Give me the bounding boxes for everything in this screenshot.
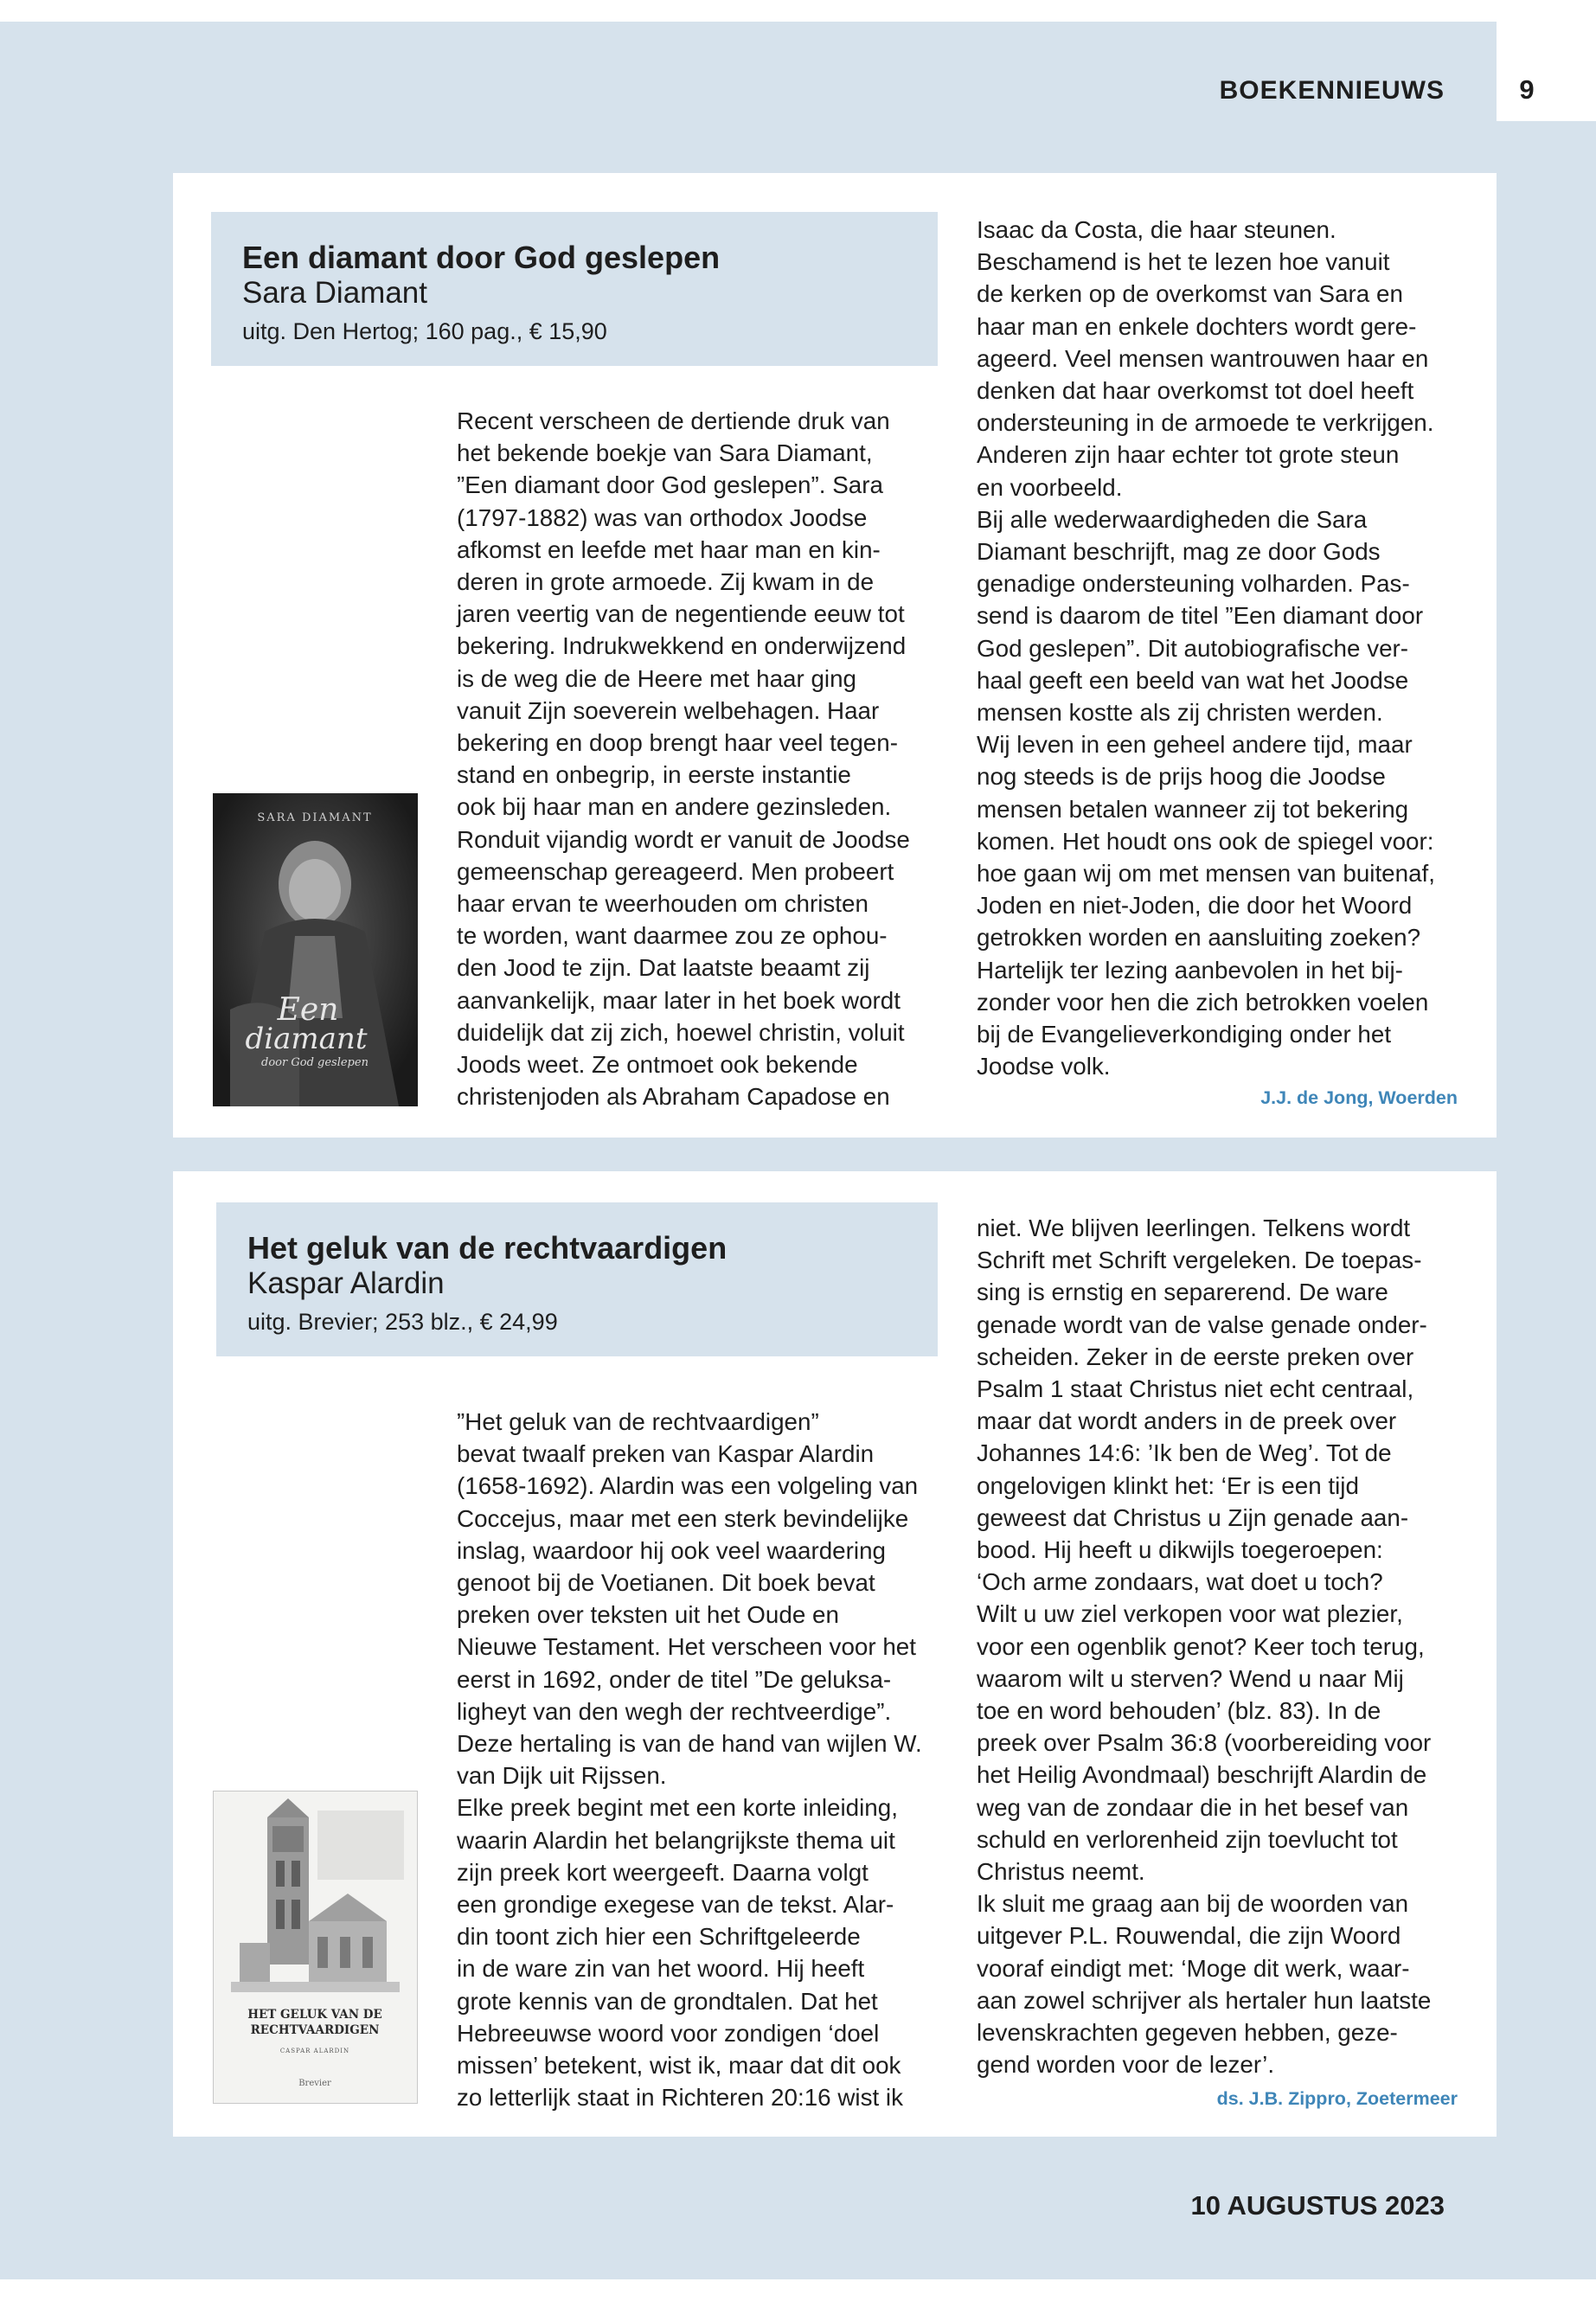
book-title: Het geluk van de rechtvaardigen xyxy=(247,1230,727,1266)
text-line: haar ervan te weerhouden om christen xyxy=(457,890,869,918)
text-line: zijn preek kort weergeeft. Daarna volgt xyxy=(457,1858,869,1886)
text-line: aan zowel schrijver als hertaler hun laatste xyxy=(977,1986,1432,2014)
review-header xyxy=(211,212,938,366)
text-line: denken dat haar overkomst tot doel heeft xyxy=(977,377,1414,405)
text-line: Wilt u uw ziel verkopen voor wat plezier, xyxy=(977,1600,1403,1628)
text-line: preek over Psalm 36:8 (voorbereiding voor xyxy=(977,1729,1432,1757)
text-line: inslag, waardoor hij ook veel waardering xyxy=(457,1536,886,1564)
book-publisher-info: uitg. Brevier; 253 blz., € 24,99 xyxy=(247,1309,558,1335)
review-text-column-2 xyxy=(977,214,1435,1082)
book-author: Sara Diamant xyxy=(242,276,427,310)
text-line: weg van de zondaar die in het besef van xyxy=(977,1793,1409,1821)
text-line: te worden, want daarmee zou ze ophou- xyxy=(457,922,888,950)
text-line: (1797-1882) was van orthodox Joodse xyxy=(457,503,868,531)
text-line: genade wordt van de valse genade onder- xyxy=(977,1311,1427,1338)
book-author: Kaspar Alardin xyxy=(247,1266,445,1300)
text-line: vanuit Zijn soeverein welbehagen. Haar xyxy=(457,696,880,724)
text-line: Christus neemt. xyxy=(977,1858,1145,1886)
book-title: Een diamant door God geslepen xyxy=(242,240,721,275)
text-line: bood. Hij heeft u dikwijls toegeroepen: xyxy=(977,1536,1383,1564)
text-line: Johannes 14:6: ’Ik ben de Weg’. Tot de xyxy=(977,1439,1392,1467)
text-line: scheiden. Zeker in de eerste preken over xyxy=(977,1343,1414,1370)
text-line: haal geeft een beeld van wat het Joodse xyxy=(977,666,1409,694)
text-line: ”Het geluk van de rechtvaardigen” xyxy=(457,1408,819,1435)
text-line: zo letterlijk staat in Richteren 20:16 wist ik xyxy=(457,2084,904,2112)
text-line: bevat twaalf preken van Kaspar Alardin xyxy=(457,1440,875,1468)
text-line: en voorbeeld. xyxy=(977,473,1123,501)
text-line: ligheyt van den wegh der rechtveerdige”. xyxy=(457,1697,892,1725)
text-line: Diamant beschrijft, mag ze door Gods xyxy=(977,538,1381,566)
review-text-column-1 xyxy=(457,1406,922,2113)
text-line: ‘Och arme zondaars, wat doet u toch? xyxy=(977,1568,1383,1596)
text-line: getrokken worden en aansluiting zoeken? xyxy=(977,924,1421,952)
review-signature: ds. J.B. Zippro, Zoetermeer xyxy=(1216,2088,1458,2109)
review-signature: J.J. de Jong, Woerden xyxy=(1260,1087,1458,1108)
review-text-column-1 xyxy=(457,405,910,1112)
text-line: Isaac da Costa, die haar steunen. xyxy=(977,216,1336,243)
text-line: nog steeds is de prijs hoog die Joodse xyxy=(977,763,1386,791)
text-line: Recent verscheen de dertiende druk van xyxy=(457,407,890,434)
text-line: Joods weet. Ze ontmoet ook bekende xyxy=(457,1051,858,1079)
text-line: Deze hertaling is van de hand van wijlen W. xyxy=(457,1730,922,1758)
text-line: levenskrachten gegeven hebben, geze- xyxy=(977,2019,1398,2047)
text-line: ongelovigen klinkt het: ‘Er is een tijd xyxy=(977,1471,1359,1499)
issue-date: 10 AUGUSTUS 2023 xyxy=(1190,2190,1445,2221)
book-cover-illustration xyxy=(213,793,418,1106)
text-line: stand en onbegrip, in eerste instantie xyxy=(457,761,851,789)
text-line: zonder voor hen die zich betrokken voelen xyxy=(977,988,1429,1016)
text-line: din toont zich hier een Schriftgeleerde xyxy=(457,1923,861,1951)
text-line: Joodse volk. xyxy=(977,1053,1111,1080)
text-line: christenjoden als Abraham Capadose en xyxy=(457,1083,890,1111)
text-line: (1658-1692). Alardin was een volgeling van xyxy=(457,1472,919,1500)
text-line: gemeenschap gereageerd. Men probeert xyxy=(457,857,894,885)
cover-title-line-1: HET GELUK VAN DE xyxy=(247,2008,382,2022)
text-line: Elke preek begint met een korte inleiding, xyxy=(457,1794,898,1822)
text-line: toe en word behouden’ (blz. 83). In de xyxy=(977,1697,1381,1725)
text-line: maar dat wordt anders in de preek over xyxy=(977,1407,1397,1435)
text-line: vooraf eindigt met: ‘Moge dit werk, waar- xyxy=(977,1954,1410,1982)
text-line: eerst in 1692, onder de titel ”De geluksa- xyxy=(457,1665,892,1693)
text-line: jaren veertig van de negentiende eeuw tot xyxy=(457,600,905,628)
text-line: preken over teksten uit het Oude en xyxy=(457,1601,839,1629)
text-line: Nieuwe Testament. Het verscheen voor het xyxy=(457,1633,916,1661)
text-line: gend worden voor de lezer’. xyxy=(977,2051,1275,2079)
text-line: mensen betalen wanneer zij tot bekering xyxy=(977,795,1409,823)
text-line: bekering. Indrukwekkend en onderwijzend xyxy=(457,632,907,660)
text-line: missen’ betekent, wist ik, maar dat dit ook xyxy=(457,2052,901,2080)
text-line: God geslepen”. Dit autobiografische ver- xyxy=(977,634,1409,662)
text-line: niet. We blijven leerlingen. Telkens wordt xyxy=(977,1215,1411,1241)
text-line: Ik sluit me graag aan bij de woorden van xyxy=(977,1890,1409,1918)
text-line: ondersteuning in de armoede te verkrijgen. xyxy=(977,409,1434,437)
text-line: de kerken op de overkomst van Sara en xyxy=(977,280,1403,308)
cover-subtitle: door God geslepen xyxy=(261,1056,369,1069)
text-line: Joden en niet-Joden, die door het Woord xyxy=(977,892,1413,920)
cover-publisher-text: Brevier xyxy=(298,2079,331,2088)
text-line: hoe gaan wij om met mensen van buitenaf, xyxy=(977,860,1436,888)
text-line: ageerd. Veel mensen wantrouwen haar en xyxy=(977,344,1429,372)
review-text-column-2 xyxy=(977,1212,1431,2080)
text-line: van Dijk uit Rijssen. xyxy=(457,1762,667,1790)
text-line: Hartelijk ter lezing aanbevolen in het bij- xyxy=(977,956,1403,984)
page-number: 9 xyxy=(1519,74,1535,105)
text-line: het Heilig Avondmaal) beschrijft Alardin de xyxy=(977,1761,1427,1789)
text-line: voor een ogenblik genot? Keer toch terug, xyxy=(977,1632,1425,1660)
text-line: in de ware zin van het woord. Hij heeft xyxy=(457,1955,865,1983)
review-card-2 xyxy=(173,1171,1497,2137)
text-line: haar man en enkele dochters wordt gere- xyxy=(977,312,1417,340)
text-line: bij de Evangelieverkondiging onder het xyxy=(977,1021,1392,1048)
text-line: Anderen zijn haar echter tot grote steun xyxy=(977,441,1400,469)
text-line: waarin Alardin het belangrijkste thema uit xyxy=(457,1826,895,1854)
text-line: bekering en doop brengt haar veel tegen- xyxy=(457,729,898,757)
text-line: genoot bij de Voetianen. Dit boek bevat xyxy=(457,1569,875,1597)
cover-title-line-2: RECHTVAARDIGEN xyxy=(250,2023,380,2037)
text-line: den Jood te zijn. Dat laatste beaamt zij xyxy=(457,954,870,982)
text-line: waarom wilt u sterven? Wend u naar Mij xyxy=(977,1664,1404,1692)
text-line: ook bij haar man en andere gezinsleden. xyxy=(457,793,892,821)
text-line: aanvankelijk, maar later in het boek wordt xyxy=(457,986,901,1014)
text-line: schuld en verlorenheid zijn toevlucht tot xyxy=(977,1825,1398,1853)
text-line: sing is ernstig en separerend. De ware xyxy=(977,1279,1388,1306)
text-line: geweest dat Christus u Zijn genade aan- xyxy=(977,1503,1409,1531)
text-line: Coccejus, maar met een sterk bevindelijke xyxy=(457,1504,909,1532)
text-line: deren in grote armoede. Zij kwam in de xyxy=(457,568,875,596)
cover-author-text: SARA DIAMANT xyxy=(257,811,373,824)
cover-title-line-1: Een xyxy=(277,992,339,1028)
text-line: Hebreeuwse woord voor zondigen ‘doel xyxy=(457,2019,880,2047)
text-line: grote kennis van de grondtalen. Dat het xyxy=(457,1987,878,2015)
text-line: een grondige exegese van de tekst. Alar- xyxy=(457,1891,894,1919)
cover-title-line-2: diamant xyxy=(245,1022,368,1056)
text-line: komen. Het houdt ons ook de spiegel voor: xyxy=(977,827,1434,855)
book-cover-illustration xyxy=(214,1791,417,2103)
text-line: duidelijk dat zij zich, hoewel christin, voluit xyxy=(457,1018,905,1046)
review-card-1 xyxy=(173,173,1497,1138)
text-line: mensen kostte als zij christen werden. xyxy=(977,699,1383,727)
text-line: ”Een diamant door God geslepen”. Sara xyxy=(457,471,883,499)
book-publisher-info: uitg. Den Hertog; 160 pag., € 15,90 xyxy=(242,318,607,344)
text-line: Psalm 1 staat Christus niet echt centraal, xyxy=(977,1375,1414,1403)
text-line: Bij alle wederwaardigheden die Sara xyxy=(977,505,1368,533)
book-cover-image xyxy=(213,1791,418,2104)
text-line: het bekende boekje van Sara Diamant, xyxy=(457,439,873,467)
section-label: BOEKENNIEUWS xyxy=(1219,76,1445,105)
text-line: genadige ondersteuning volharden. Pas- xyxy=(977,570,1410,598)
review-header xyxy=(216,1202,938,1356)
text-line: is de weg die de Heere met haar ging xyxy=(457,664,857,692)
text-line: Beschamend is het te lezen hoe vanuit xyxy=(977,248,1390,276)
text-line: uitgever P.L. Rouwendal, die zijn Woord xyxy=(977,1922,1401,1950)
text-line: send is daarom de titel ”Een diamant door xyxy=(977,602,1424,630)
cover-author-text: CASPAR ALARDIN xyxy=(279,2048,350,2054)
book-cover-image xyxy=(213,793,418,1106)
text-line: Ronduit vijandig wordt er vanuit de Joodse xyxy=(457,825,910,853)
text-line: afkomst en leefde met haar man en kin- xyxy=(457,535,881,563)
text-line: Wij leven in een geheel andere tijd, maar xyxy=(977,731,1413,759)
text-line: Schrift met Schrift vergeleken. De toepas- xyxy=(977,1247,1422,1274)
